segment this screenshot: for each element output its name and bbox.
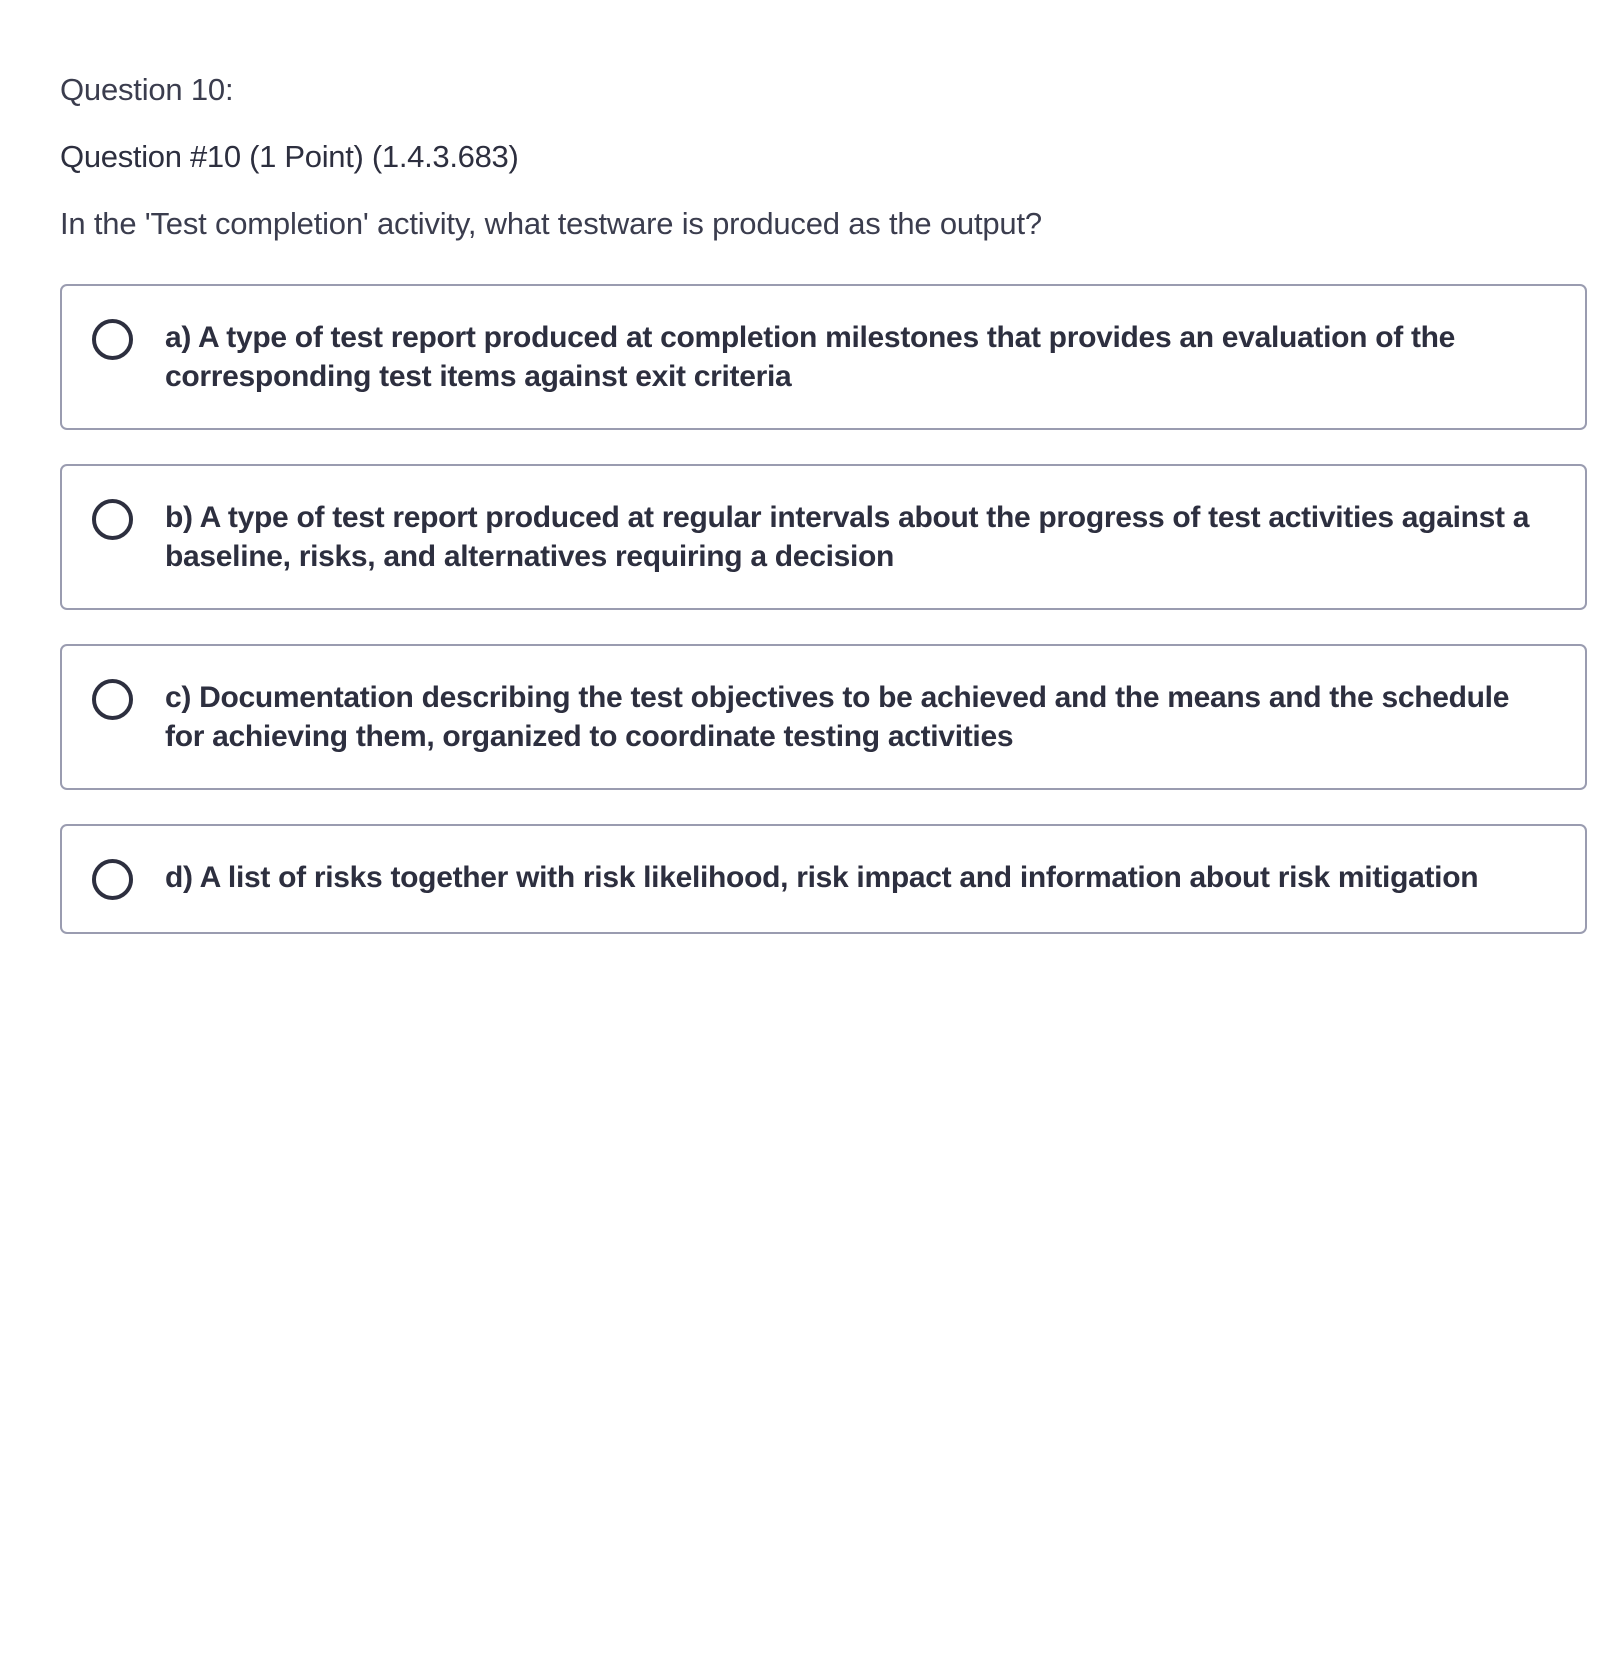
answer-option-c[interactable] [60,644,1587,790]
question-heading: Question 10: [60,72,234,107]
answer-option-d[interactable] [60,824,1587,934]
answer-option-label: c) Documentation describing the test objectives to be achieved and the means and the schedule for achieving them, organized to coordinate testing activities [165,681,1510,753]
question-meta: Question #10 (1 Point) (1.4.3.683) [60,139,519,174]
answer-option-b[interactable] [60,464,1587,610]
radio-unchecked-icon[interactable] [92,679,133,720]
radio-unchecked-icon[interactable] [92,499,133,540]
radio-unchecked-icon[interactable] [92,319,133,360]
radio-unchecked-icon[interactable] [92,859,133,900]
question-text: In the 'Test completion' activity, what testware is produced as the output? [60,206,1042,241]
answer-options [60,284,1587,968]
answer-option-label: b) A type of test report produced at regular intervals about the progress of test activities against a baseline, risks, and alternatives requiring a decision [165,501,1530,573]
answer-option-label: d) A list of risks together with risk likelihood, risk impact and information about risk mitigation [165,861,1479,894]
answer-option-label: a) A type of test report produced at completion milestones that provides an evaluation of the corresponding test items against exit criteria [165,321,1456,393]
answer-option-a[interactable] [60,284,1587,430]
